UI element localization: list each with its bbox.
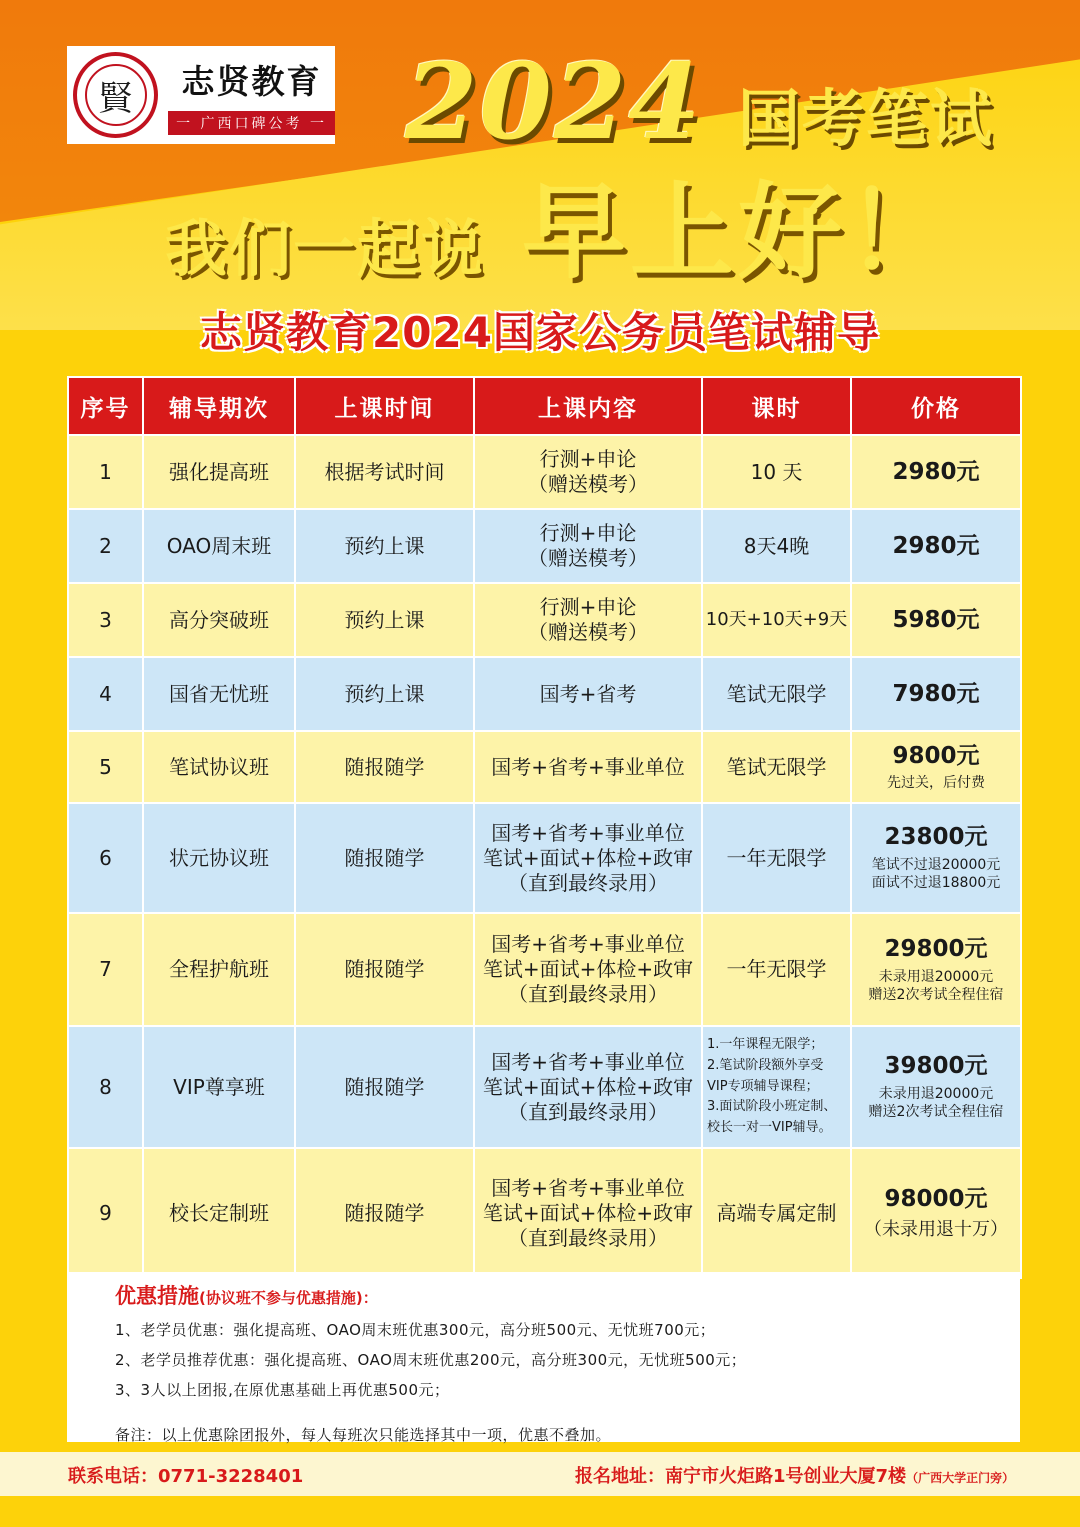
hours-line: 笔试无限学	[726, 754, 827, 779]
row-no-text: 8	[99, 1074, 112, 1099]
hours-line: VIP专项辅导课程；	[707, 1078, 819, 1094]
row-content	[474, 509, 702, 583]
contact-phone[interactable]: 联系电话：0771-3228401	[68, 1466, 304, 1487]
notes-remark: 备注：以上优惠除团报外，每人每班次只能选择其中一项，优惠不叠加。	[115, 1426, 612, 1444]
headline-year: 2024	[405, 40, 703, 163]
content-line: 国考+省考	[539, 681, 637, 706]
content-line: 笔试+面试+体检+政审	[482, 845, 694, 870]
row-no-text: 9	[99, 1200, 112, 1225]
content-line: 国考+省考+事业单位	[491, 932, 685, 956]
content-line: （直到最终录用）	[508, 1099, 668, 1124]
price-note-line: 赠送2次考试全程住宿	[868, 986, 1004, 1003]
row-name-text: 强化提高班	[169, 459, 269, 484]
content-line: （赠送模考）	[528, 546, 648, 570]
row-time	[295, 1148, 474, 1278]
row-name-text: 国省无忧班	[169, 681, 269, 706]
row-time-text: 随报随学	[344, 845, 425, 870]
row-content	[474, 1026, 702, 1148]
content-line: 国考+省考+事业单位	[491, 820, 685, 845]
table-row	[68, 435, 1021, 509]
table-row	[68, 1148, 1021, 1278]
row-name-text: 状元协议班	[169, 845, 269, 870]
hours-line: 校长一对一VIP辅导。	[707, 1120, 832, 1136]
row-hours	[702, 583, 851, 657]
logo-slogan: 一 广西口碑公考 一	[168, 111, 335, 135]
row-hours	[702, 803, 851, 913]
row-no-text: 2	[99, 533, 112, 558]
row-time	[295, 509, 474, 583]
bottom-strip	[0, 1496, 1080, 1527]
row-name-text: 高分突破班	[169, 607, 269, 632]
row-time	[295, 913, 474, 1026]
content-line: （直到最终录用）	[508, 982, 668, 1006]
row-name	[143, 913, 295, 1026]
notes-line: 3、3人以上团报,在原优惠基础上再优惠500元；	[115, 1381, 450, 1399]
content-line: 笔试+面试+体检+政审	[482, 1074, 694, 1099]
hours-line: 3.面试阶段小班定制、	[707, 1099, 837, 1115]
row-no	[68, 731, 143, 803]
row-name	[143, 509, 295, 583]
hours-line: 10天+10天+9天	[705, 608, 848, 630]
header-hours: 课时	[702, 377, 851, 435]
row-time-text: 根据考试时间	[324, 459, 445, 484]
price-value: 7980元	[892, 680, 980, 707]
row-name	[143, 435, 295, 509]
notes-line: 2、老学员推荐优惠：强化提高班、OAO周末班优惠200元，高分班300元，无忧班500元；	[115, 1351, 747, 1369]
row-hours	[702, 435, 851, 509]
notes-title-text: 优惠措施	[115, 1284, 199, 1308]
price-note	[852, 774, 1020, 792]
row-no	[68, 657, 143, 731]
row-time	[295, 583, 474, 657]
row-content	[474, 583, 702, 657]
price-value: 39800元	[884, 1053, 988, 1080]
footer-bar	[0, 1452, 1080, 1496]
price-note	[852, 1218, 1020, 1241]
header-time: 上课时间	[295, 377, 474, 435]
content-line: （赠送模考）	[528, 620, 648, 644]
logo-name: 志贤教育	[181, 61, 322, 101]
notes-title-note: (协议班不参与优惠措施)：	[199, 1289, 378, 1307]
price-note-line: （未录用退十万）	[864, 1218, 1008, 1240]
header-no: 序号	[68, 377, 143, 435]
seal-char: 賢	[85, 64, 147, 126]
table-row	[68, 731, 1021, 803]
price-value: 2980元	[892, 532, 980, 559]
table-row	[68, 913, 1021, 1026]
content-line: （赠送模考）	[528, 472, 648, 496]
row-price	[851, 657, 1021, 731]
hours-line: 一年无限学	[726, 845, 827, 870]
price-note	[852, 968, 1020, 1004]
headline-greeting-part2: 早上好！	[522, 171, 955, 293]
row-no-text: 3	[99, 607, 112, 632]
address-text: 报名地址：南宁市火炬路1号创业大厦7楼	[575, 1466, 907, 1487]
notes-line: 1、老学员优惠：强化提高班、OAO周末班优惠300元，高分班500元、无忧班700元；	[115, 1321, 716, 1339]
row-name	[143, 1026, 295, 1148]
row-no	[68, 509, 143, 583]
price-note-line: 未录用退20000元	[878, 1086, 994, 1103]
row-name	[143, 657, 295, 731]
row-time-text: 随报随学	[344, 1074, 425, 1099]
price-note-line: 先过关，后付费	[887, 775, 985, 792]
row-price	[851, 1148, 1021, 1278]
content-line: 行测+申论	[539, 447, 637, 471]
hours-line: 10 天	[750, 459, 803, 484]
logo-text	[168, 56, 335, 135]
content-line: （直到最终录用）	[508, 1225, 668, 1250]
row-no	[68, 435, 143, 509]
row-content	[474, 657, 702, 731]
row-time	[295, 1026, 474, 1148]
course-table	[67, 376, 1022, 1279]
notes-title	[115, 1280, 972, 1310]
row-hours	[702, 509, 851, 583]
row-no-text: 1	[99, 459, 112, 484]
price-value: 5980元	[892, 606, 980, 633]
row-price	[851, 1026, 1021, 1148]
table-header-row	[68, 377, 1021, 435]
row-price	[851, 731, 1021, 803]
hours-line: 一年无限学	[726, 957, 827, 981]
price-value: 2980元	[892, 458, 980, 485]
row-no-text: 5	[99, 754, 112, 779]
row-no	[68, 913, 143, 1026]
table-row	[68, 803, 1021, 913]
row-time	[295, 803, 474, 913]
row-name-text: 全程护航班	[169, 957, 269, 981]
row-name-text: 校长定制班	[169, 1200, 269, 1225]
header-name: 辅导期次	[143, 377, 295, 435]
row-content	[474, 731, 702, 803]
row-name-text: VIP尊享班	[173, 1074, 265, 1099]
row-no-text: 6	[99, 845, 112, 870]
table-row	[68, 657, 1021, 731]
hours-line: 1.一年课程无限学；	[707, 1037, 824, 1052]
price-note-line: 面试不过退18800元	[871, 875, 1001, 892]
brand-logo	[67, 46, 335, 144]
price-value: 98000元	[884, 1185, 988, 1212]
content-line: 国考+省考+事业单位	[491, 1049, 685, 1074]
row-time	[295, 657, 474, 731]
price-value: 9800元	[892, 742, 980, 769]
row-price	[851, 803, 1021, 913]
content-line: 国考+省考+事业单位	[491, 754, 685, 779]
hours-line: 笔试无限学	[726, 681, 827, 706]
row-price	[851, 583, 1021, 657]
hours-line: 8天4晚	[743, 533, 810, 558]
price-value: 29800元	[884, 935, 988, 962]
row-no	[68, 803, 143, 913]
row-price	[851, 913, 1021, 1026]
headline-greeting-part1: 我们一起说	[165, 212, 486, 285]
discount-notes	[67, 1272, 1020, 1442]
row-no	[68, 1026, 143, 1148]
row-hours	[702, 657, 851, 731]
row-time-text: 预约上课	[344, 607, 425, 632]
row-hours	[702, 1148, 851, 1278]
price-value: 23800元	[884, 824, 988, 851]
row-time-text: 随报随学	[344, 1200, 425, 1225]
page-subtitle: 志贤教育2024国家公务员笔试辅导	[200, 308, 880, 357]
row-time-text: 随报随学	[344, 754, 425, 779]
content-line: 国考+省考+事业单位	[491, 1175, 685, 1200]
row-content	[474, 435, 702, 509]
row-content	[474, 1148, 702, 1278]
row-price	[851, 509, 1021, 583]
content-line: 行测+申论	[539, 521, 637, 545]
content-line: （直到最终录用）	[508, 870, 668, 895]
row-name-text: OAO周末班	[166, 533, 272, 558]
row-time	[295, 435, 474, 509]
headline-exam: 国考笔试	[738, 82, 995, 155]
row-name	[143, 1148, 295, 1278]
row-hours	[702, 731, 851, 803]
header-content: 上课内容	[474, 377, 702, 435]
price-note	[852, 856, 1020, 892]
seal-icon	[73, 52, 158, 138]
price-note	[852, 1085, 1020, 1121]
hours-line: 2.笔试阶段额外享受	[707, 1057, 824, 1073]
price-note-line: 未录用退20000元	[878, 968, 994, 985]
row-name-text: 笔试协议班	[169, 754, 269, 779]
row-content	[474, 913, 702, 1026]
row-time	[295, 731, 474, 803]
course-table-container	[67, 376, 1020, 1279]
row-time-text: 随报随学	[344, 957, 425, 981]
content-line: 行测+申论	[539, 595, 637, 619]
table-row	[68, 1026, 1021, 1148]
row-no-text: 4	[99, 681, 112, 706]
row-content	[474, 803, 702, 913]
contact-address	[575, 1462, 1014, 1488]
row-name	[143, 731, 295, 803]
table-row	[68, 509, 1021, 583]
row-name	[143, 803, 295, 913]
row-hours	[702, 1026, 851, 1148]
price-note-line: 笔试不过退20000元	[871, 857, 1001, 874]
price-note-line: 赠送2次考试全程住宿	[868, 1104, 1004, 1121]
header-price: 价格	[851, 377, 1021, 435]
row-price	[851, 435, 1021, 509]
content-line: 笔试+面试+体检+政审	[482, 957, 694, 981]
row-time-text: 预约上课	[344, 533, 425, 558]
hours-line: 高端专属定制	[716, 1200, 837, 1225]
row-hours	[702, 913, 851, 1026]
row-name	[143, 583, 295, 657]
row-time-text: 预约上课	[344, 681, 425, 706]
address-note: （广西大学正门旁）	[906, 1471, 1015, 1485]
row-no	[68, 583, 143, 657]
table-row	[68, 583, 1021, 657]
row-no	[68, 1148, 143, 1278]
row-no-text: 7	[99, 957, 112, 981]
content-line: 笔试+面试+体检+政审	[482, 1200, 694, 1225]
